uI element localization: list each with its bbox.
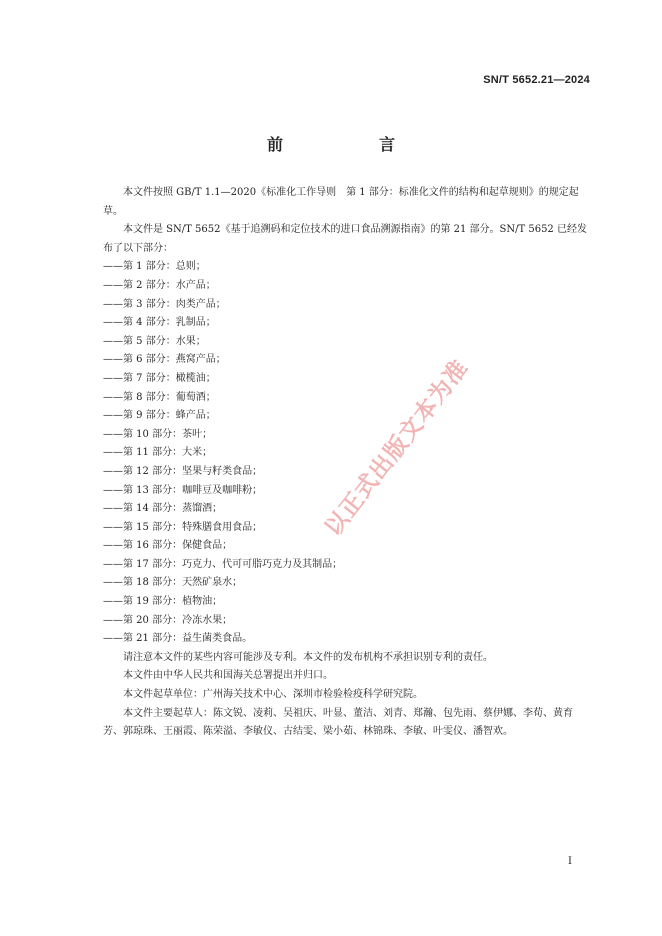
list-item (103, 574, 591, 593)
list-dash: —— (103, 317, 123, 329)
list-item (103, 277, 591, 296)
list-item-text: 第 18 部分：天然矿泉水； (123, 577, 243, 589)
list-item (103, 630, 591, 649)
standard-code: SN/T 5652.21—2024 (483, 74, 590, 86)
list-item-text: 第 20 部分：冷冻水果； (123, 614, 233, 626)
list-dash: —— (103, 484, 123, 496)
watermark-stamp: 以正式出版文本为准 (320, 354, 474, 542)
list-item (103, 463, 591, 482)
list-item (103, 593, 591, 612)
document-body (103, 184, 591, 742)
list-dash: —— (103, 335, 123, 347)
list-dash: —— (103, 503, 123, 515)
list-dash: —— (103, 428, 123, 440)
list-item (103, 258, 591, 277)
list-item-text: 第 11 部分：大米； (123, 447, 213, 459)
list-item-text: 第 19 部分：植物油； (123, 596, 223, 608)
list-item-text: 第 8 部分：葡萄酒； (123, 391, 216, 403)
list-dash: —— (103, 261, 123, 273)
list-item-text: 第 12 部分：坚果与籽类食品； (123, 465, 263, 477)
list-item (103, 314, 591, 333)
list-item-text: 第 6 部分：燕窝产品； (123, 354, 226, 366)
list-dash: —— (103, 521, 123, 533)
list-dash: —— (103, 577, 123, 589)
list-item-text: 第 15 部分：特殊膳食用食品； (123, 521, 263, 533)
list-dash: —— (103, 298, 123, 310)
list-item (103, 333, 591, 352)
page-title: 前 言 (266, 135, 435, 154)
list-dash: —— (103, 465, 123, 477)
paragraph-proposer: 本文件由中华人民共和国海关总署提出并归口。 (123, 670, 333, 682)
list-item (103, 444, 591, 463)
list-dash: —— (103, 391, 123, 403)
list-item-text: 第 5 部分：水果； (123, 335, 206, 347)
list-dash: —— (103, 354, 123, 366)
list-item-text: 第 2 部分：水产品； (123, 279, 216, 291)
paragraph-drafting-units: 本文件起草单位：广州海关技术中心、深圳市检验检疫科学研究院。 (123, 689, 423, 701)
list-item (103, 426, 591, 445)
list-item-text: 第 1 部分：总则； (123, 261, 206, 273)
paragraph-series-intro: 本文件是 SN/T 5652《基于追溯码和定位技术的进口食品溯源指南》的第 21 部分。SN/T 5652 已经发布了以下部分： (103, 224, 587, 254)
list-item-text: 第 16 部分：保健食品； (123, 540, 233, 552)
list-item-text: 第 17 部分：巧克力、代可可脂巧克力及其制品； (123, 558, 343, 570)
paragraph-patent-notice: 请注意本文件的某些内容可能涉及专利。本文件的发布机构不承担识别专利的责任。 (123, 651, 493, 663)
list-item (103, 370, 591, 389)
list-item (103, 407, 591, 426)
list-dash: —— (103, 558, 123, 570)
list-dash: —— (103, 372, 123, 384)
list-item (103, 389, 591, 408)
list-item-text: 第 14 部分：蒸馏酒； (123, 503, 223, 515)
list-item-text: 第 21 部分：益生菌类食品。 (123, 633, 253, 645)
list-dash: —— (103, 633, 123, 645)
page-number: I (568, 856, 572, 867)
list-dash: —— (103, 614, 123, 626)
list-item-text: 第 13 部分：咖啡豆及咖啡粉； (123, 484, 263, 496)
list-item (103, 537, 591, 556)
list-dash: —— (103, 540, 123, 552)
list-dash: —— (103, 596, 123, 608)
list-item (103, 612, 591, 631)
list-item-text: 第 10 部分：茶叶； (123, 428, 213, 440)
parts-list (103, 258, 591, 648)
list-item-text: 第 4 部分：乳制品； (123, 317, 216, 329)
list-item-text: 第 3 部分：肉类产品； (123, 298, 226, 310)
list-item-text: 第 7 部分：橄榄油； (123, 372, 216, 384)
list-item (103, 556, 591, 575)
paragraph-drafters: 本文件主要起草人：陈文锐、凌莉、吴祖庆、叶显、董洁、刘青、郑瀚、包先雨、蔡伊娜、李荀、黄育芳、郭琼珠、王丽霞、陈荣溢、李敏仪、古结雯、梁小茹、林锦珠、李敏、叶雯仪、潘智欢。 (103, 707, 573, 738)
list-dash: —— (103, 410, 123, 422)
list-dash: —— (103, 447, 123, 459)
list-item (103, 351, 591, 370)
list-dash: —— (103, 279, 123, 291)
paragraph-drafting-rules: 本文件按照 GB/T 1.1—2020《标准化工作导则 第 1 部分：标准化文件的结构和起草规则》的规定起草。 (103, 187, 579, 217)
list-item-text: 第 9 部分：蜂产品； (123, 410, 216, 422)
